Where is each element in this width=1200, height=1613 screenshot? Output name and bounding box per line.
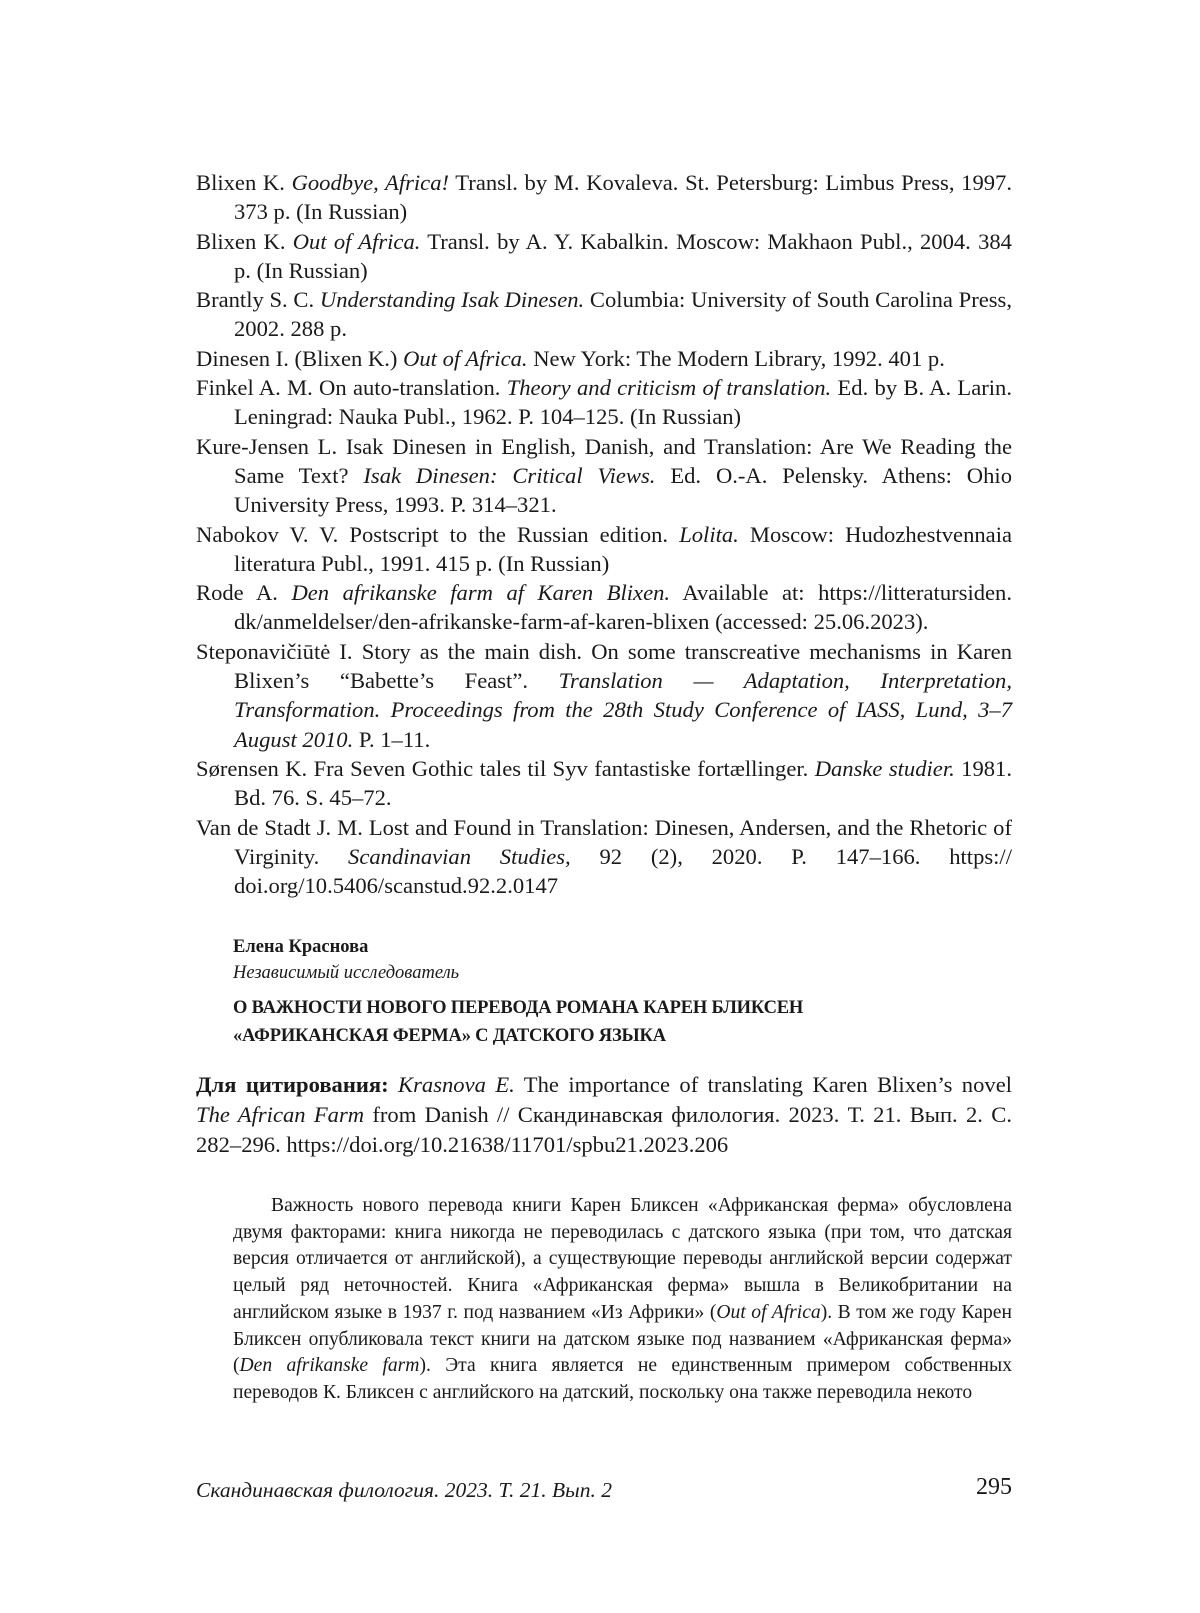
reference-item: Blixen K. Goodbye, Africa! Transl. by M. Kovaleva. St. Petersburg: Limbus Press, 1997. 373 p. (In Russian) — [196, 170, 1012, 225]
references-list — [196, 168, 1012, 900]
reference-item: Kure-Jensen L. Isak Dinesen in English, Danish, and Translation: Are We Reading the Same Text? Isak Dinesen: Critical Views. Ed. O.-A. Pelensky. Athens: Ohio University Press, 1993. P. 314–321. — [196, 433, 1012, 518]
next-article-header — [233, 934, 1013, 1050]
reference-item: Dinesen I. (Blixen K.) Out of Africa. New York: The Modern Library, 1992. 401 p. — [196, 345, 945, 371]
reference-item: Finkel A. M. On auto-translation. Theory and criticism of translation. Ed. by B. A. Larin. Leningrad: Nauka Publ., 1962. P. 104–125. (In Russian) — [196, 375, 1012, 430]
citation-block: Для цитирования: Krasnova E. The importance of translating Karen Blixen’s novel The African Farm from Danish // Скандинавская филология. 2023. Т. 21. Вып. 2. С. 282–296. https://doi.org/10.21638/11701/spbu21.2023.206 — [196, 1072, 1013, 1157]
abstract-paragraph: Важность нового перевода книги Карен Бликсен «Африканская ферма» обусловлена двумя факторами: книга никогда не переводилась с датского языка (при том, что датская версия отличается от английской), а существующие переводы английской версии содержат целый ряд неточностей. Книга «Африканская ферма» вышла в Великобритании на английском языке в 1937 г. под названием «Из Африки» (Out of Africa). В том же году Карен Бликсен опубликовала текст книги на датском языке под названием «Африканская ферма» (Den afrikanske farm). Эта книга является не единственным примером собственных переводов К. Бликсен с английского на датский, поскольку она также переводила некото — [233, 1195, 1012, 1403]
author-affiliation: Независимый исследователь — [233, 963, 460, 983]
reference-item: Rode A. Den afrikanske farm af Karen Blixen. Available at: https://litteratursiden.​dk/anmeldelser/den-afrikanske-farm-af-karen-blixen (accessed: 25.06.2023). — [196, 580, 1012, 635]
citation-label: Для цитирования: — [196, 1072, 389, 1097]
page-footer — [196, 1474, 1012, 1508]
reference-item: Nabokov V. V. Postscript to the Russian edition. Lolita. Moscow: Hudozhestvennaia literatura Publ., 1991. 415 p. (In Russian) — [196, 521, 1013, 576]
journal-name: Скандинавская филология. 2023. Т. 21. Вып. 2 — [196, 1478, 612, 1502]
article-title: О ВАЖНОСТИ НОВОГО ПЕРЕВОДА РОМАНА КАРЕН БЛИКСЕН «АФРИКАНСКАЯ ФЕРМА» С ДАТСКОГО ЯЗЫКА — [233, 998, 804, 1046]
page-number: 295 — [976, 1474, 1012, 1500]
reference-item: Brantly S. C. Understanding Isak Dinesen. Columbia: University of South Carolina Press, 2002. 288 p. — [196, 287, 1013, 342]
reference-item: Steponavičiūtė I. Story as the main dish. On some transcreative mechanisms in Karen Blixen’s “Babette’s Feast”. Translation — Adaptation, Interpretation, Transformation. Proceedings from the 28th Study Conference of IASS, Lund, 3–7 August 2010. P. 1–11. — [196, 638, 1012, 752]
reference-item: Sørensen K. Fra Seven Gothic tales til Syv fantastiske fortællinger. Danske studier. 1981. Bd. 76. S. 45–72. — [196, 755, 1012, 811]
reference-item: Blixen K. Out of Africa. Transl. by A. Y. Kabalkin. Moscow: Makhaon Publ., 2004. 384 p. (In Russian) — [196, 228, 1012, 283]
reference-item: Van de Stadt J. M. Lost and Found in Translation: Dinesen, Andersen, and the Rhetoric of Virginity. Scandinavian Studies, 92 (2), 2020. P. 147–166. https://​doi.org/10.5406/scanstud.92.2.0147 — [196, 814, 1012, 899]
author-name: Елена Краснова — [233, 937, 369, 957]
